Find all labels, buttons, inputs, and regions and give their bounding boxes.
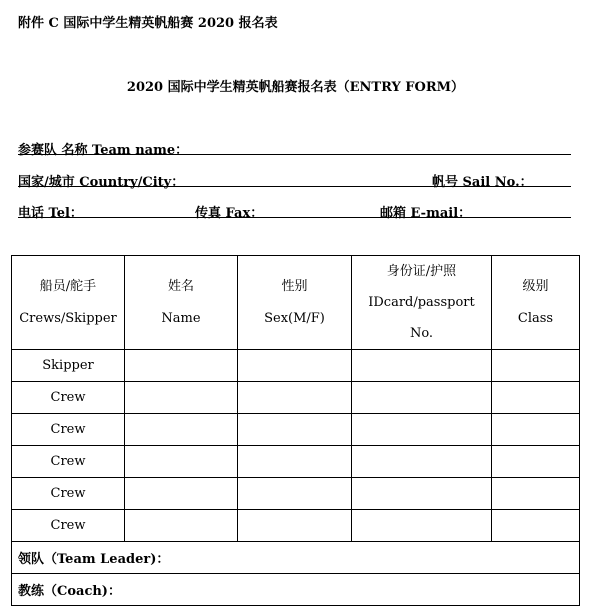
col-header-sex bbox=[238, 256, 352, 350]
document-header: 附件 C 国际中学生精英帆船赛 2020 报名表 bbox=[18, 16, 278, 31]
coach-field[interactable]: 教练（Coach)： bbox=[12, 574, 580, 606]
col-header-sex-zh: 性别 bbox=[281, 278, 308, 294]
cell-name[interactable] bbox=[125, 350, 238, 382]
cell-sex[interactable] bbox=[238, 446, 352, 478]
col-header-class-zh: 级别 bbox=[522, 278, 549, 294]
tel-label: 电话 Tel： bbox=[18, 206, 83, 221]
cell-id[interactable] bbox=[352, 350, 492, 382]
table-row bbox=[12, 350, 580, 382]
form-title: 2020 国际中学生精英帆船赛报名表（ENTRY FORM） bbox=[126, 80, 465, 95]
table-row bbox=[12, 446, 580, 478]
row-role: Crew bbox=[12, 510, 125, 542]
cell-class[interactable] bbox=[492, 478, 580, 510]
col-header-sex-en: Sex(M/F) bbox=[264, 310, 325, 326]
col-header-class-en: Class bbox=[517, 310, 554, 326]
col-header-name-zh: 姓名 bbox=[167, 278, 194, 294]
team-leader-row bbox=[12, 542, 580, 574]
cell-name[interactable] bbox=[125, 478, 238, 510]
cell-id[interactable] bbox=[352, 382, 492, 414]
row-role: Crew bbox=[12, 382, 125, 414]
cell-name[interactable] bbox=[125, 510, 238, 542]
cell-class[interactable] bbox=[492, 414, 580, 446]
row-role: Skipper bbox=[12, 350, 125, 382]
col-header-role-en: Crews/Skipper bbox=[19, 310, 117, 326]
country-sail-field[interactable] bbox=[18, 186, 571, 187]
cell-class[interactable] bbox=[492, 382, 580, 414]
cell-class[interactable] bbox=[492, 446, 580, 478]
coach-row bbox=[12, 574, 580, 606]
table-row bbox=[12, 382, 580, 414]
col-header-id bbox=[352, 256, 492, 350]
col-header-id-zh: 身份证/护照 bbox=[386, 264, 457, 279]
cell-id[interactable] bbox=[352, 510, 492, 542]
col-header-class bbox=[492, 256, 580, 350]
cell-sex[interactable] bbox=[238, 414, 352, 446]
cell-id[interactable] bbox=[352, 414, 492, 446]
col-header-id-en: IDcard/passport bbox=[368, 295, 475, 310]
table-row bbox=[12, 510, 580, 542]
cell-name[interactable] bbox=[125, 414, 238, 446]
team-leader-field[interactable]: 领队（Team Leader)： bbox=[12, 542, 580, 574]
cell-name[interactable] bbox=[125, 446, 238, 478]
contact-field[interactable] bbox=[18, 217, 571, 218]
table-header-row bbox=[12, 256, 580, 350]
sail-no-label: 帆号 Sail No.： bbox=[432, 175, 533, 190]
col-header-role bbox=[12, 256, 125, 350]
col-header-name bbox=[125, 256, 238, 350]
row-role: Crew bbox=[12, 414, 125, 446]
fax-label: 传真 Fax： bbox=[195, 206, 264, 221]
cell-name[interactable] bbox=[125, 382, 238, 414]
cell-sex[interactable] bbox=[238, 350, 352, 382]
col-header-name-en: Name bbox=[161, 310, 201, 326]
entry-table bbox=[11, 255, 580, 606]
cell-id[interactable] bbox=[352, 446, 492, 478]
cell-class[interactable] bbox=[492, 510, 580, 542]
table-row bbox=[12, 478, 580, 510]
cell-id[interactable] bbox=[352, 478, 492, 510]
team-name-field[interactable] bbox=[18, 154, 571, 155]
cell-class[interactable] bbox=[492, 350, 580, 382]
cell-sex[interactable] bbox=[238, 510, 352, 542]
row-role: Crew bbox=[12, 446, 125, 478]
cell-sex[interactable] bbox=[238, 478, 352, 510]
col-header-role-zh: 船员/舵手 bbox=[39, 278, 97, 294]
table-row bbox=[12, 414, 580, 446]
team-name-label: 参赛队 名称 Team name： bbox=[18, 143, 189, 158]
email-label: 邮箱 E-mail： bbox=[380, 206, 472, 221]
country-city-label: 国家/城市 Country/City： bbox=[18, 175, 185, 190]
cell-sex[interactable] bbox=[238, 382, 352, 414]
col-header-id-en-2: No. bbox=[409, 326, 434, 341]
row-role: Crew bbox=[12, 478, 125, 510]
